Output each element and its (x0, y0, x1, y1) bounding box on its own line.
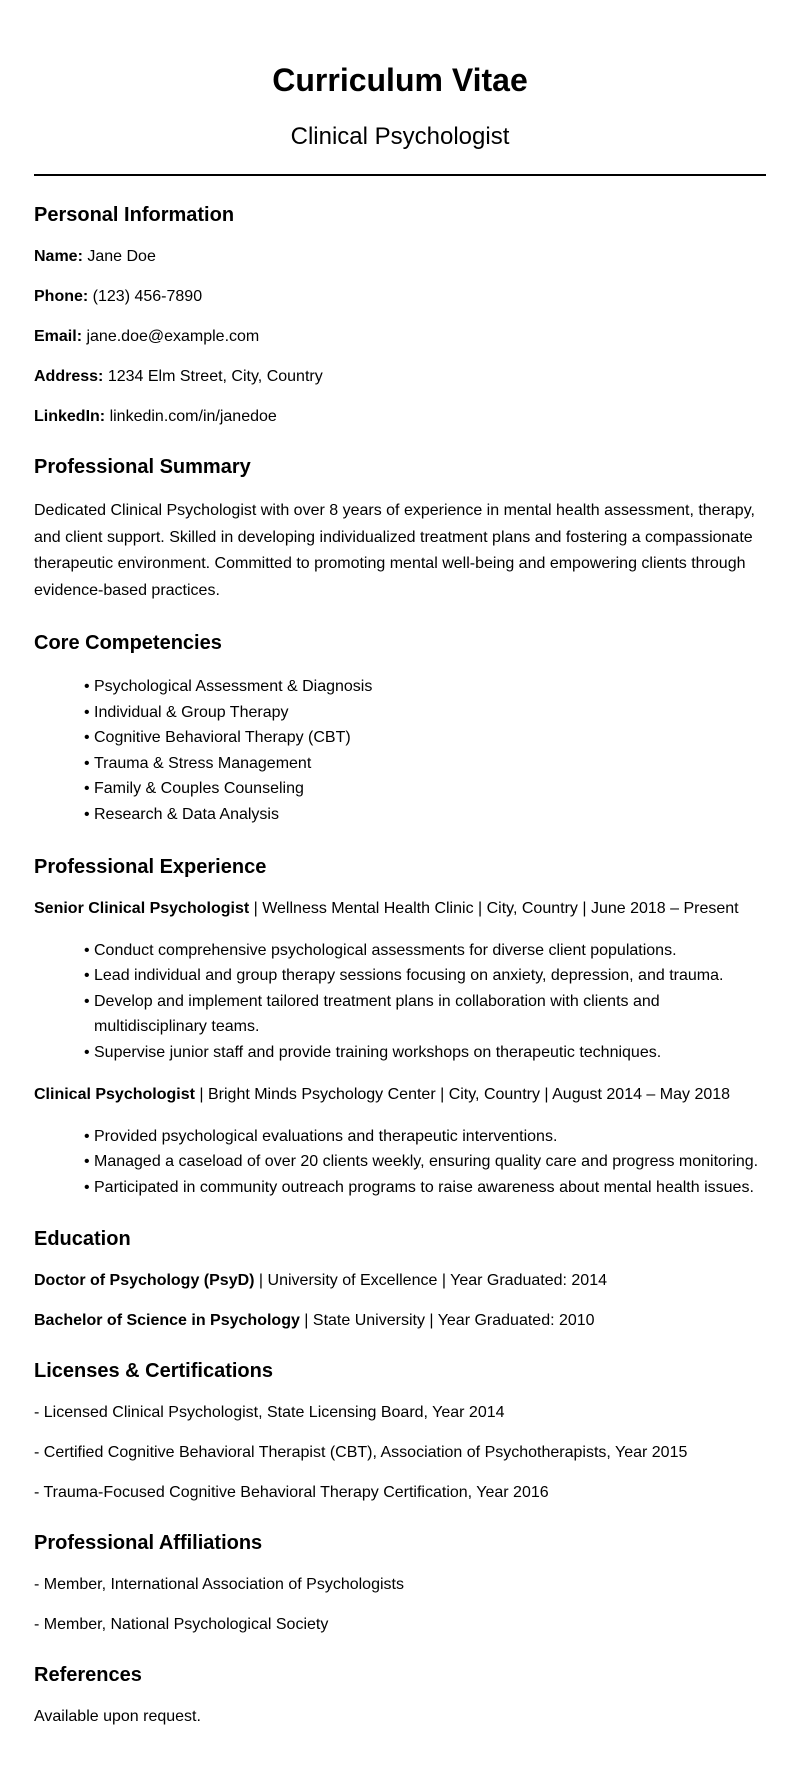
field-label: Email: (34, 328, 83, 345)
education-entry (34, 1270, 774, 1292)
list-item: • Research & Data Analysis (84, 802, 774, 828)
field-value: linkedin.com/in/janedoe (109, 408, 277, 425)
education-section (34, 1226, 774, 1332)
professional-experience-section (34, 854, 774, 1201)
field-label: Name: (34, 248, 83, 265)
list-item: • Provided psychological evaluations and therapeutic interventions. (84, 1124, 764, 1150)
degree-name: Bachelor of Science in Psychology (34, 1312, 300, 1330)
document-subtitle: Clinical Psychologist (290, 123, 510, 150)
personal-information-section (34, 202, 774, 428)
field-value: (123) 456-7890 (92, 288, 203, 305)
licenses-section (34, 1358, 774, 1504)
job-header (34, 898, 774, 920)
job-title: Clinical Psychologist (34, 1085, 195, 1103)
section-heading: Education (34, 1228, 131, 1251)
field-value: 1234 Elm Street, City, Country (107, 368, 323, 385)
cv-content (34, 176, 774, 1728)
document-title: Curriculum Vitae (272, 62, 528, 98)
competency-list (34, 674, 774, 828)
field-email (34, 326, 774, 348)
list-item: • Individual & Group Therapy (84, 700, 774, 726)
section-heading: Professional Summary (34, 456, 251, 478)
references-text: Available upon request. (34, 1708, 201, 1726)
list-item: • Managed a caseload of over 20 clients weekly, ensuring quality care and progress monitoring. (84, 1149, 764, 1175)
professional-summary-section (34, 454, 774, 604)
job-duties-list (34, 938, 764, 1066)
list-item: • Cognitive Behavioral Therapy (CBT) (84, 725, 774, 751)
list-item: • Psychological Assessment & Diagnosis (84, 674, 774, 700)
list-item: • Develop and implement tailored treatment plans in collaboration with clients and multidisciplinary teams. (84, 989, 764, 1040)
license-item: - Trauma-Focused Cognitive Behavioral Therapy Certification, Year 2016 (34, 1484, 549, 1502)
references-section (34, 1662, 774, 1728)
field-label: Address: (34, 368, 104, 385)
job-details: | Bright Minds Psychology Center | City, Country | August 2014 – May 2018 (194, 1085, 731, 1103)
cv-header (34, 0, 766, 176)
field-address (34, 366, 774, 388)
field-phone (34, 286, 774, 308)
field-value: Jane Doe (87, 248, 156, 265)
job-title: Senior Clinical Psychologist (34, 899, 250, 917)
affiliation-item: - Member, National Psychological Society (34, 1616, 329, 1634)
license-item: - Certified Cognitive Behavioral Therapist (CBT), Association of Psychotherapists, Year 2015 (34, 1444, 688, 1462)
affiliations-section (34, 1530, 774, 1636)
education-entry (34, 1310, 774, 1332)
license-item: - Licensed Clinical Psychologist, State Licensing Board, Year 2014 (34, 1404, 505, 1422)
core-competencies-section (34, 630, 774, 828)
list-item: • Trauma & Stress Management (84, 751, 774, 777)
summary-text: Dedicated Clinical Psychologist with over 8 years of experience in mental health assessment, therapy, and client support. Skilled in developing individualized treatment plans and fostering a compassionate therapeutic environment. Committed to promoting mental well-being and empowering clients through evidence-based practices. (34, 502, 755, 599)
section-heading: Personal Information (34, 204, 235, 226)
section-heading: Professional Affiliations (34, 1532, 263, 1555)
field-value: jane.doe@example.com (86, 328, 260, 345)
list-item: • Participated in community outreach programs to raise awareness about mental health issues. (84, 1175, 764, 1201)
section-heading: Professional Experience (34, 855, 267, 878)
degree-details: | State University | Year Graduated: 2010 (299, 1312, 595, 1330)
degree-details: | University of Excellence | Year Graduated: 2014 (254, 1272, 607, 1290)
field-label: LinkedIn: (34, 408, 106, 425)
field-label: Phone: (34, 288, 89, 305)
field-name (34, 246, 774, 268)
affiliation-item: - Member, International Association of Psychologists (34, 1576, 404, 1594)
section-heading: Licenses & Certifications (34, 1360, 273, 1383)
section-heading: References (34, 1664, 142, 1687)
degree-name: Doctor of Psychology (PsyD) (34, 1272, 255, 1290)
job-duties-list (34, 1124, 764, 1201)
list-item: • Supervise junior staff and provide training workshops on therapeutic techniques. (84, 1040, 764, 1066)
list-item: • Family & Couples Counseling (84, 776, 774, 802)
list-item: • Lead individual and group therapy sessions focusing on anxiety, depression, and trauma. (84, 963, 764, 989)
field-linkedin (34, 406, 774, 428)
section-heading: Core Competencies (34, 632, 222, 654)
job-details: | Wellness Mental Health Clinic | City, Country | June 2018 – Present (249, 899, 739, 917)
list-item: • Conduct comprehensive psychological assessments for diverse client populations. (84, 938, 764, 964)
job-header (34, 1084, 774, 1106)
